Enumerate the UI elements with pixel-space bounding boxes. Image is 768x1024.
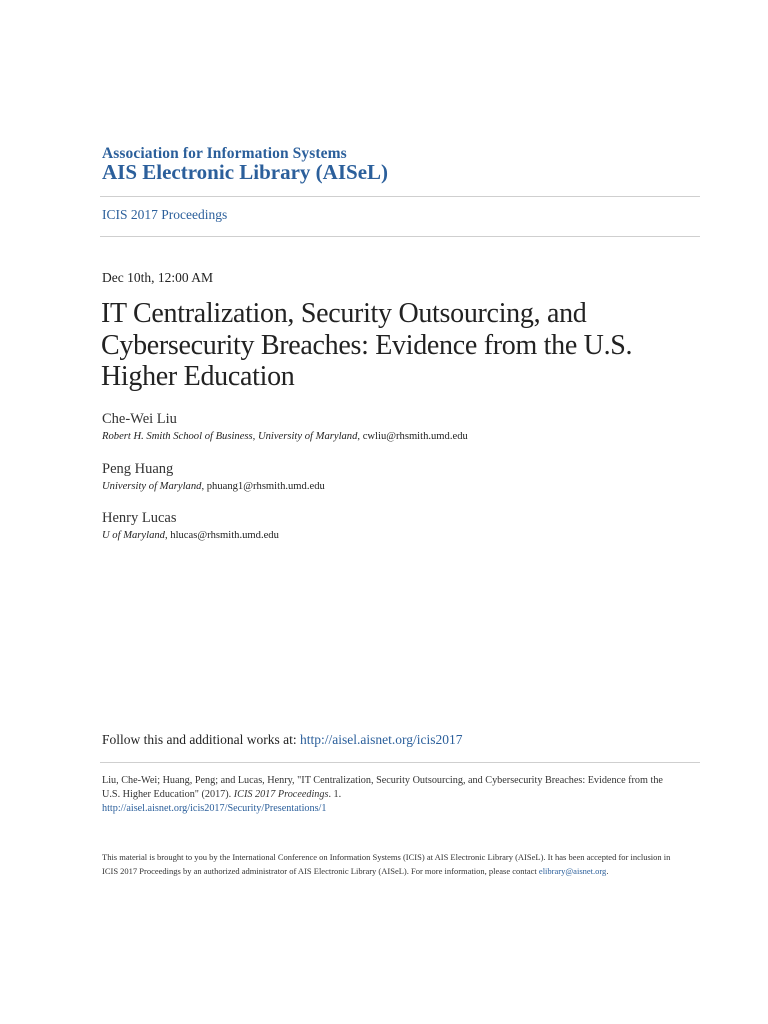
author-block <box>102 411 468 442</box>
author-affiliation: Robert H. Smith School of Business, University of Maryland, cwliu@rhsmith.umd.edu <box>102 431 468 442</box>
contact-email-link[interactable]: elibrary@aisnet.org <box>538 866 607 876</box>
author-block <box>102 461 325 492</box>
event-date: Dec 10th, 12:00 AM <box>102 270 213 285</box>
author-block <box>102 510 279 541</box>
citation-link[interactable]: http://aisel.aisnet.org/icis2017/Security/Presentations/1 <box>102 803 327 815</box>
author-affiliation: University of Maryland, phuang1@rhsmith.umd.edu <box>102 481 325 492</box>
recommended-citation: Liu, Che-Wei; Huang, Peng; and Lucas, Henry, "IT Centralization, Security Outsourcing, and Cybersecurity Breaches: Evidence from the U.S. Higher Education" (2017). ICIS 2017 Proceedings. 1. http://aisel.aisnet.org/icis2017/Security/Presentations/1 <box>102 775 663 815</box>
series-link[interactable]: ICIS 2017 Proceedings <box>102 207 228 222</box>
author-name: Peng Huang <box>102 461 174 477</box>
follow-line <box>102 732 462 748</box>
divider <box>100 762 700 763</box>
divider <box>100 196 700 197</box>
follow-label: Follow this and additional works at: <box>102 732 300 747</box>
association-name[interactable]: Association for Information Systems <box>102 145 347 162</box>
author-affiliation: U of Maryland, hlucas@rhsmith.umd.edu <box>102 530 279 541</box>
divider <box>100 236 700 237</box>
author-name: Che-Wei Liu <box>102 411 177 427</box>
copyright-notice: This material is brought to you by the International Conference on Information Systems (ICIS) at AIS Electronic Library (AISeL). It has been accepted for inclusion in ICIS 2017 Proceedings by an authorized administrator of AIS Electronic Library (AISeL). For more information, please contact elibrary@aisnet.org. <box>102 852 671 876</box>
library-name[interactable]: AIS Electronic Library (AISeL) <box>102 160 389 184</box>
paper-title: IT Centralization, Security Outsourcing, and Cybersecurity Breaches: Evidence from the U.S. Higher Education <box>101 298 633 392</box>
collection-link[interactable]: http://aisel.aisnet.org/icis2017 <box>300 732 463 747</box>
author-name: Henry Lucas <box>102 510 177 526</box>
